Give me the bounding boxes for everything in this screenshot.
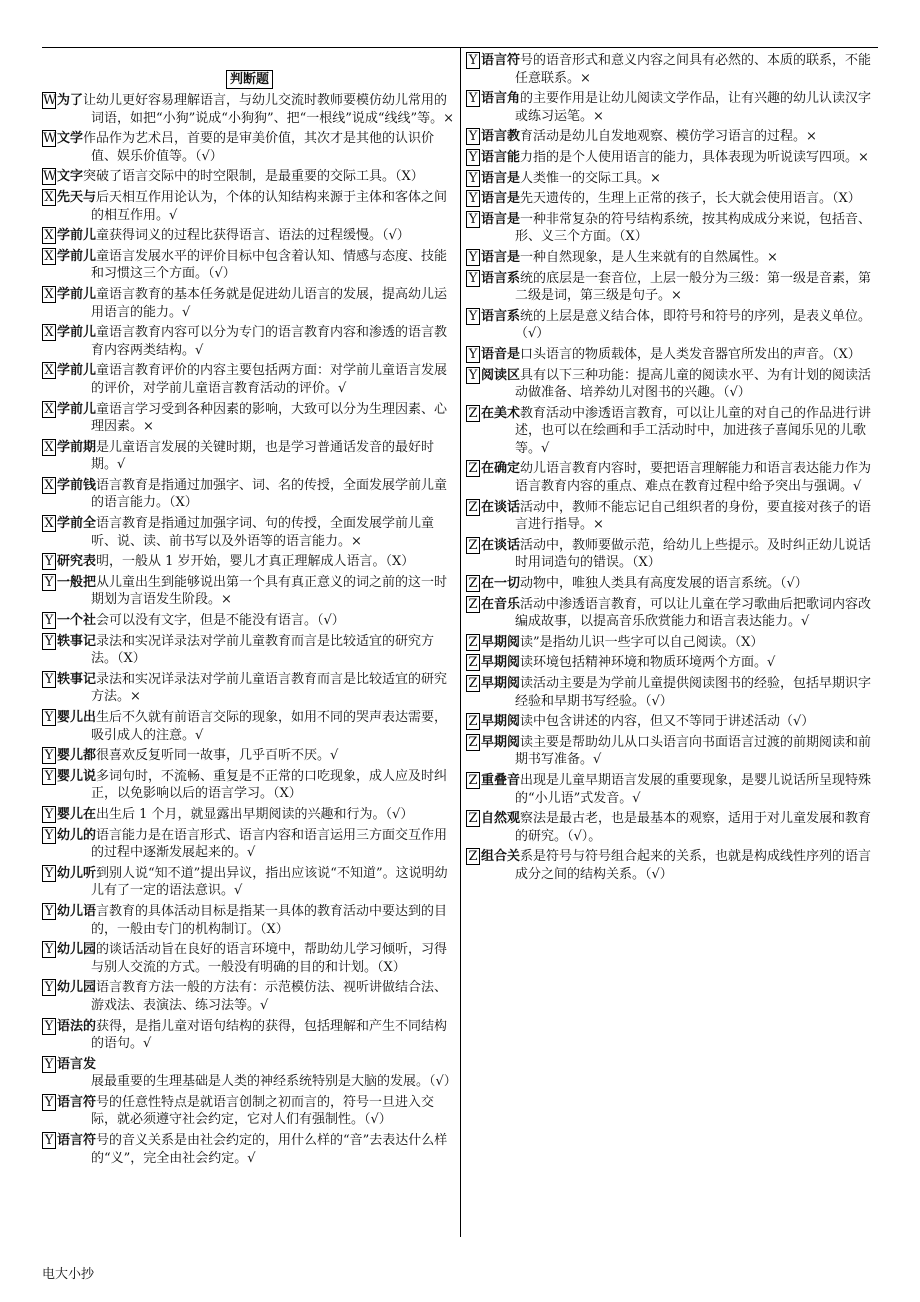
entry-item — [42, 130, 457, 165]
index-letter: Y — [466, 367, 480, 384]
entry-item — [466, 90, 876, 125]
index-letter: Z — [466, 734, 480, 751]
entry-keyword: 轶事记 — [57, 671, 97, 687]
entry-keyword: 早期阅 — [481, 714, 521, 730]
index-letter: Y — [42, 612, 56, 629]
entry-item — [42, 806, 457, 824]
index-letter: Y — [42, 1018, 56, 1035]
entry-item — [466, 634, 876, 652]
entry-item — [466, 52, 876, 87]
entry-item — [466, 249, 876, 267]
entry-item — [42, 827, 457, 862]
entry-keyword: 在美术 — [481, 405, 521, 421]
index-letter: Z — [466, 575, 480, 592]
entry-item — [466, 405, 876, 458]
right-entry-list — [466, 52, 876, 884]
index-letter: Y — [466, 308, 480, 325]
entry-keyword: 学前全 — [57, 516, 97, 532]
index-letter: Z — [466, 810, 480, 827]
entry-item — [42, 1132, 457, 1167]
entry-text: 让幼儿更好容易理解语言，与幼儿交流时教师要模仿幼儿常用的词语，如把“小狗”说成“小狗狗”、把“一根线”说成“线线”等。× — [83, 93, 455, 126]
entry-item — [466, 596, 876, 631]
entry-item — [466, 128, 876, 146]
entry-keyword: 语言是 — [481, 211, 521, 227]
entry-text: 会可以没有文字，但是不能没有语言。（√） — [96, 613, 345, 629]
entry-text: 多词句时，不流畅、重复是不正常的口吃现象，成人应及时纠正，以免影响以后的语言学习。（X） — [91, 768, 448, 802]
entry-item — [42, 903, 457, 938]
entry-keyword: 自然观 — [481, 811, 521, 827]
index-letter: Z — [466, 596, 480, 613]
entry-keyword: 在确定 — [481, 461, 521, 477]
index-letter: X — [42, 189, 56, 206]
entry-item — [466, 211, 876, 246]
entry-keyword: 学前儿 — [57, 228, 97, 244]
entry-keyword: 学前儿 — [57, 363, 97, 379]
index-letter: Y — [42, 633, 56, 650]
entry-item — [466, 270, 876, 305]
entry-text: 活动中，教师不能忘记自己组织者的身份，要直接对孩子的语言进行指导。× — [515, 499, 872, 533]
index-letter: X — [42, 248, 56, 265]
entry-text: 号的语音形式和意义内容之间具有必然的、本质的联系，不能任意联系。× — [515, 53, 872, 86]
entry-item — [42, 324, 457, 359]
index-letter: Z — [466, 405, 480, 422]
index-letter: Y — [466, 170, 480, 187]
entry-text: 突破了语言交际中的时空限制，是最重要的交际工具。（X） — [83, 169, 424, 185]
column-divider — [460, 47, 461, 1237]
index-letter: Y — [466, 52, 480, 69]
index-letter: Y — [42, 1056, 56, 1073]
entry-keyword: 学前儿 — [57, 286, 97, 302]
entry-keyword: 学前儿 — [57, 401, 97, 417]
entry-text: 动物中，唯独人类具有高度发展的语言系统。（√） — [520, 576, 808, 592]
index-letter: Y — [466, 249, 480, 266]
entry-keyword: 学前钱 — [57, 477, 97, 493]
entry-item — [42, 362, 457, 397]
entry-text: 号的音义关系是由社会约定的，用什么样的“音”去表达什么样的“义”，完全由社会约定。√ — [91, 1133, 448, 1166]
entry-text: 童语言学习受到各种因素的影响，大致可以分为生理因素、心理因素。× — [91, 401, 448, 435]
entry-text: 统的上层是意义结合体，即符号和符号的序列，是表义单位。（√） — [515, 308, 872, 342]
entry-item — [466, 460, 876, 495]
entry-item — [42, 709, 457, 744]
index-letter: Z — [466, 460, 480, 477]
entry-keyword: 在谈话 — [481, 499, 521, 515]
index-letter: Z — [466, 654, 480, 671]
entry-item — [42, 515, 457, 550]
index-letter: W — [43, 169, 57, 185]
entry-text: 到别人说“知不道”提出异议，指出应该说“不知道”。这说明幼儿有了一定的语法意识。√ — [91, 865, 448, 899]
entry-item — [42, 477, 457, 512]
entry-keyword: 轶事记 — [57, 633, 97, 649]
entry-keyword: 阅读区 — [481, 367, 521, 383]
index-letter: Y — [42, 903, 56, 920]
entry-keyword: 早期阅 — [481, 634, 521, 650]
entry-text: 出生后 1 个月，就显露出早期阅读的兴趣和行为。（√） — [96, 806, 414, 822]
entry-text: 录法和实况详录法对学前儿童教育而言是比较适宜的研究方法。（X） — [91, 633, 435, 667]
entry-item — [42, 865, 457, 900]
entry-keyword: 在谈话 — [481, 537, 521, 553]
entry-text: 口头语言的物质载体，是人类发音器官所发出的声音。（X） — [520, 346, 861, 362]
entry-keyword: 语言是 — [481, 249, 521, 265]
index-letter: Y — [42, 827, 56, 844]
entry-item — [466, 308, 876, 343]
entry-keyword: 语言发 — [57, 1056, 97, 1072]
entry-keyword: 语言系 — [481, 308, 521, 324]
entry-text: 读主要是帮助幼儿从口头语言向书面语言过渡的前期阅读和前期书写准备。√ — [515, 734, 872, 768]
entry-text: 读中包含讲述的内容，但又不等同于讲述活动（√） — [520, 714, 815, 730]
index-letter: X — [42, 227, 56, 244]
entry-keyword: 在一切 — [481, 576, 521, 592]
index-letter: Y — [42, 574, 56, 591]
left-entry-list — [42, 92, 457, 1167]
index-letter: W — [43, 93, 57, 108]
entry-text: 读”是指幼儿识一些字可以自己阅读。（X） — [520, 634, 764, 650]
entry-item — [42, 1094, 457, 1129]
entry-item — [466, 190, 876, 208]
entry-item — [42, 553, 457, 571]
entry-item — [466, 810, 876, 845]
index-letter: Y — [42, 709, 56, 726]
entry-text: 很喜欢反复听同一故事，几乎百听不厌。√ — [96, 748, 339, 764]
entry-text: 察法是最古老，也是最基本的观察，适用于对儿童发展和教育的研究。（√）。 — [515, 811, 872, 844]
entry-item — [466, 575, 876, 593]
entry-keyword: 语音是 — [481, 346, 521, 362]
index-letter: Z — [466, 537, 480, 554]
entry-keyword: 研究表 — [57, 554, 97, 570]
entry-text: 活动中渗透语言教育，可以让儿童在学习歌曲后把歌词内容改编成故事，以提高音乐欣赏能力和语言表达能力。√ — [515, 596, 872, 630]
entry-item — [466, 346, 876, 364]
entry-item — [466, 734, 876, 769]
index-letter: X — [42, 439, 56, 456]
entry-keyword: 早期阅 — [481, 734, 521, 750]
entry-keyword: 幼儿园 — [57, 980, 97, 996]
index-letter: X — [42, 286, 56, 303]
entry-text: 作品作为艺术吕，首要的是审美价值，其次才是其他的认识价值、娱乐价值等。（√） — [83, 131, 435, 164]
entry-item — [42, 633, 457, 668]
entry-keyword: 在音乐 — [481, 596, 521, 612]
entry-item — [42, 979, 457, 1014]
entry-item — [466, 713, 876, 731]
entry-keyword: 语言系 — [481, 270, 521, 286]
entry-text: 具有以下三种功能：提高儿童的阅读水平、为有计划的阅读活动做准备、培养幼儿对图书的兴趣。（√） — [515, 367, 872, 401]
entry-item — [466, 772, 876, 807]
index-letter: Y — [42, 1132, 56, 1149]
footer-text: 电大小抄 — [42, 1267, 95, 1282]
entry-text: 读活动主要是为学前儿童提供阅读图书的经验，包括早期识字经验和早期书写经验。（√） — [515, 676, 872, 709]
entry-keyword: 幼儿的 — [57, 827, 97, 843]
entry-item — [466, 149, 876, 167]
index-letter: Y — [42, 979, 56, 996]
entry-text: 后天相互作用论认为，个体的认知结构来源于主体和客体之间的相互作用。√ — [91, 189, 448, 223]
index-letter: X — [42, 324, 56, 341]
entry-keyword: 学前儿 — [57, 325, 97, 341]
entry-keyword: 学前儿 — [57, 248, 97, 264]
entry-text: 童语言教育的基本任务就是促进幼儿语言的发展，提高幼儿运用语言的能力。√ — [91, 286, 448, 320]
entry-text: 一种自然现象，是人生来就有的自然属性。× — [520, 249, 778, 265]
entry-keyword: 文字 — [57, 169, 84, 185]
index-letter: Z — [466, 848, 480, 865]
index-letter: Y — [42, 747, 56, 764]
entry-item — [42, 189, 457, 224]
entry-item — [466, 499, 876, 534]
index-letter: X — [42, 362, 56, 379]
entry-item — [466, 367, 876, 402]
index-letter: Y — [42, 1094, 56, 1111]
entry-keyword: 婴儿说 — [57, 768, 97, 784]
entry-keyword: 婴儿在 — [57, 806, 97, 822]
entry-text: 是儿童语言发展的关键时期，也是学习普通话发音的最好时期。√ — [91, 439, 435, 473]
entry-text: 语言能力是在语言形式、语言内容和语言运用三方面交互作用的过程中逐渐发展起来的。√ — [91, 827, 448, 861]
entry-keyword: 语言符 — [481, 53, 521, 68]
entry-text: 语言教育是指通过加强字、词、名的传授，全面发展学前儿童的语言能力。（X） — [91, 477, 448, 511]
entry-text: 语言教育是指通过加强字词、句的传授，全面发展学前儿童听、说、读、前书写以及外语等的语言能力。× — [91, 516, 435, 549]
entry-keyword: 一个社 — [57, 613, 97, 629]
index-letter: Z — [466, 675, 480, 692]
entry-text: 获得，是指儿童对语句结构的获得，包括理解和产生不同结构的语句。√ — [91, 1018, 448, 1052]
entry-item — [466, 537, 876, 572]
index-letter: X — [42, 515, 56, 532]
entry-keyword: 语言角 — [481, 91, 521, 107]
entry-keyword: 幼儿听 — [57, 865, 97, 881]
entry-text: 从儿童出生到能够说出第一个具有真正意义的词之前的这一时期划为言语发生阶段。× — [91, 574, 448, 608]
entry-item — [466, 170, 876, 188]
entry-keyword: 语言是 — [481, 191, 521, 207]
entry-item — [42, 401, 457, 436]
entry-item — [42, 439, 457, 474]
entry-item — [42, 574, 457, 609]
entry-text: 号的任意性特点是就语言创制之初而言的，符号一旦进入交际，就必须遵守社会约定，它对人们有强制性。（√） — [91, 1094, 435, 1128]
entry-text: 录法和实况详录法对学前儿童语言教育而言是比较适宜的研究方法。× — [91, 671, 448, 705]
entry-text: 生后不久就有前语言交际的现象，如用不同的哭声表达需要，吸引成人的注意。√ — [91, 710, 448, 743]
entry-item — [466, 675, 876, 710]
entry-item — [42, 227, 457, 245]
entry-item — [42, 168, 457, 186]
index-letter: Y — [466, 346, 480, 363]
entry-keyword: 早期阅 — [481, 655, 521, 671]
section-title: 判断题 — [42, 70, 457, 89]
index-letter: Z — [466, 772, 480, 789]
index-letter: Y — [42, 865, 56, 882]
entry-keyword: 学前期 — [57, 439, 97, 455]
entry-item — [466, 848, 876, 883]
entry-keyword: 婴儿都 — [57, 748, 97, 764]
index-letter: Y — [466, 270, 480, 287]
entry-text: 言教育的具体活动目标是指某一具体的教育活动中要达到的目的，一般由专门的机构制订。（X） — [91, 903, 448, 937]
entry-text: 力指的是个人使用语言的能力，具体表现为听说读写四项。× — [520, 149, 869, 165]
entry-keyword: 一般把 — [57, 574, 97, 590]
entry-keyword: 语言教 — [481, 129, 521, 145]
entry-item — [42, 941, 457, 976]
entry-item — [42, 612, 457, 630]
entry-keyword: 组合关 — [481, 849, 521, 865]
index-letter: Y — [466, 90, 480, 107]
index-letter: Y — [42, 941, 56, 958]
entry-text: 语言教育方法一般的方法有：示范模仿法、视听讲做结合法、游戏法、表演法、练习法等。√ — [91, 980, 448, 1013]
entry-text: 明，一般从 1 岁开始，婴儿才真正理解成人语言。（X） — [96, 554, 415, 570]
index-letter: W — [43, 131, 57, 147]
entry-text: 统的底层是一套音位，上层一般分为三级：第一级是音素，第二级是词，第三级是句子。× — [515, 270, 872, 304]
entry-keyword: 语言符 — [57, 1094, 97, 1110]
entry-text: 童语言发展水平的评价目标中包含着认知、情感与态度、技能和习惯这三个方面。（√） — [91, 248, 448, 282]
entry-keyword: 为了 — [57, 93, 84, 108]
entry-keyword: 早期阅 — [481, 676, 521, 691]
entry-text: 人类惟一的交际工具。× — [520, 170, 661, 186]
entry-keyword: 语法的 — [57, 1018, 97, 1034]
left-column — [42, 52, 457, 1170]
entry-keyword: 语言是 — [481, 170, 521, 186]
index-letter: Z — [466, 713, 480, 730]
index-letter: Y — [42, 768, 56, 785]
entry-item — [42, 1018, 457, 1053]
entry-item — [42, 286, 457, 321]
entry-keyword: 先天与 — [57, 189, 97, 205]
entry-item — [466, 654, 876, 672]
entry-text: 童语言教育评价的内容主要包括两方面：对学前儿童语言发展的评价，对学前儿童语言教育活动的评价。√ — [91, 363, 448, 396]
entry-text: 活动中，教师要做示范，给幼儿上些提示。及时纠正幼儿说话时用词造句的错误。（X） — [515, 537, 872, 571]
entry-item — [42, 1056, 457, 1091]
entry-item — [42, 768, 457, 803]
entry-keyword: 幼儿语 — [57, 903, 97, 919]
index-letter: X — [42, 401, 56, 418]
entry-keyword: 语言符 — [57, 1133, 97, 1149]
entry-text: 育活动是幼儿自发地观察、模仿学习语言的过程。× — [520, 129, 817, 145]
index-letter: Y — [42, 806, 56, 823]
index-letter: Y — [466, 149, 480, 166]
entry-text: 一种非常复杂的符号结构系统，按其构成成分来说，包括音、形、义三个方面。（X） — [515, 211, 872, 245]
index-letter: Y — [466, 190, 480, 207]
entry-text: 童获得词义的过程比获得语言、语法的过程缓慢。（√） — [96, 228, 410, 244]
entry-text: 先天遗传的，生理上正常的孩子，长大就会使用语言。（X） — [520, 191, 861, 207]
entry-item — [42, 747, 457, 765]
entry-text: 读环境包括精神环境和物质环境两个方面。√ — [520, 655, 776, 671]
entry-item — [42, 671, 457, 706]
index-letter: Y — [466, 211, 480, 228]
entry-item — [42, 248, 457, 283]
entry-keyword: 婴儿出 — [57, 710, 97, 725]
entry-text: 展最重要的生理基础是人类的神经系统特别是大脑的发展。（√） — [91, 1074, 457, 1090]
index-letter: Z — [466, 634, 480, 651]
entry-text: 童语言教育内容可以分为专门的语言教育内容和渗透的语言教育内容两类结构。√ — [91, 325, 448, 358]
entry-item — [42, 92, 457, 127]
entry-keyword: 文学 — [57, 131, 84, 147]
entry-text: 系是符号与符号组合起来的关系，也就是构成线性序列的语言成分之间的结构关系。（√） — [515, 849, 872, 882]
index-letter: Z — [466, 499, 480, 516]
entry-text: 幼儿语言教育内容时，要把语言理解能力和语言表达能力作为语言教育内容的重点、难点在教育过程中给予突出与强调。√ — [515, 461, 872, 495]
index-letter: Y — [466, 128, 480, 145]
entry-keyword: 重叠音 — [481, 772, 521, 788]
index-letter: Y — [42, 553, 56, 570]
entry-keyword: 幼儿园 — [57, 942, 97, 958]
entry-text: 出现是儿童早期语言发展的重要现象，是婴儿说话所呈现特殊的“小儿语”式发音。√ — [515, 772, 872, 806]
index-letter: Y — [42, 671, 56, 688]
entry-text: 教育活动中渗透语言教育，可以让儿童的对自己的作品进行讲述，也可以在绘画和手工活动时中，加进孩子喜闻乐见的儿歌等。√ — [515, 405, 872, 456]
index-letter: X — [42, 477, 56, 494]
entry-text: 的主要作用是让幼儿阅读文学作品，让有兴趣的幼儿认读汉字或练习运笔。× — [515, 91, 872, 124]
entry-text: 的谈话活动旨在良好的语言环境中，帮助幼儿学习倾听，习得与别人交流的方式。一般没有明确的目的和计划。（X） — [91, 942, 448, 975]
right-column — [466, 52, 876, 887]
entry-keyword: 语言能 — [481, 149, 521, 165]
